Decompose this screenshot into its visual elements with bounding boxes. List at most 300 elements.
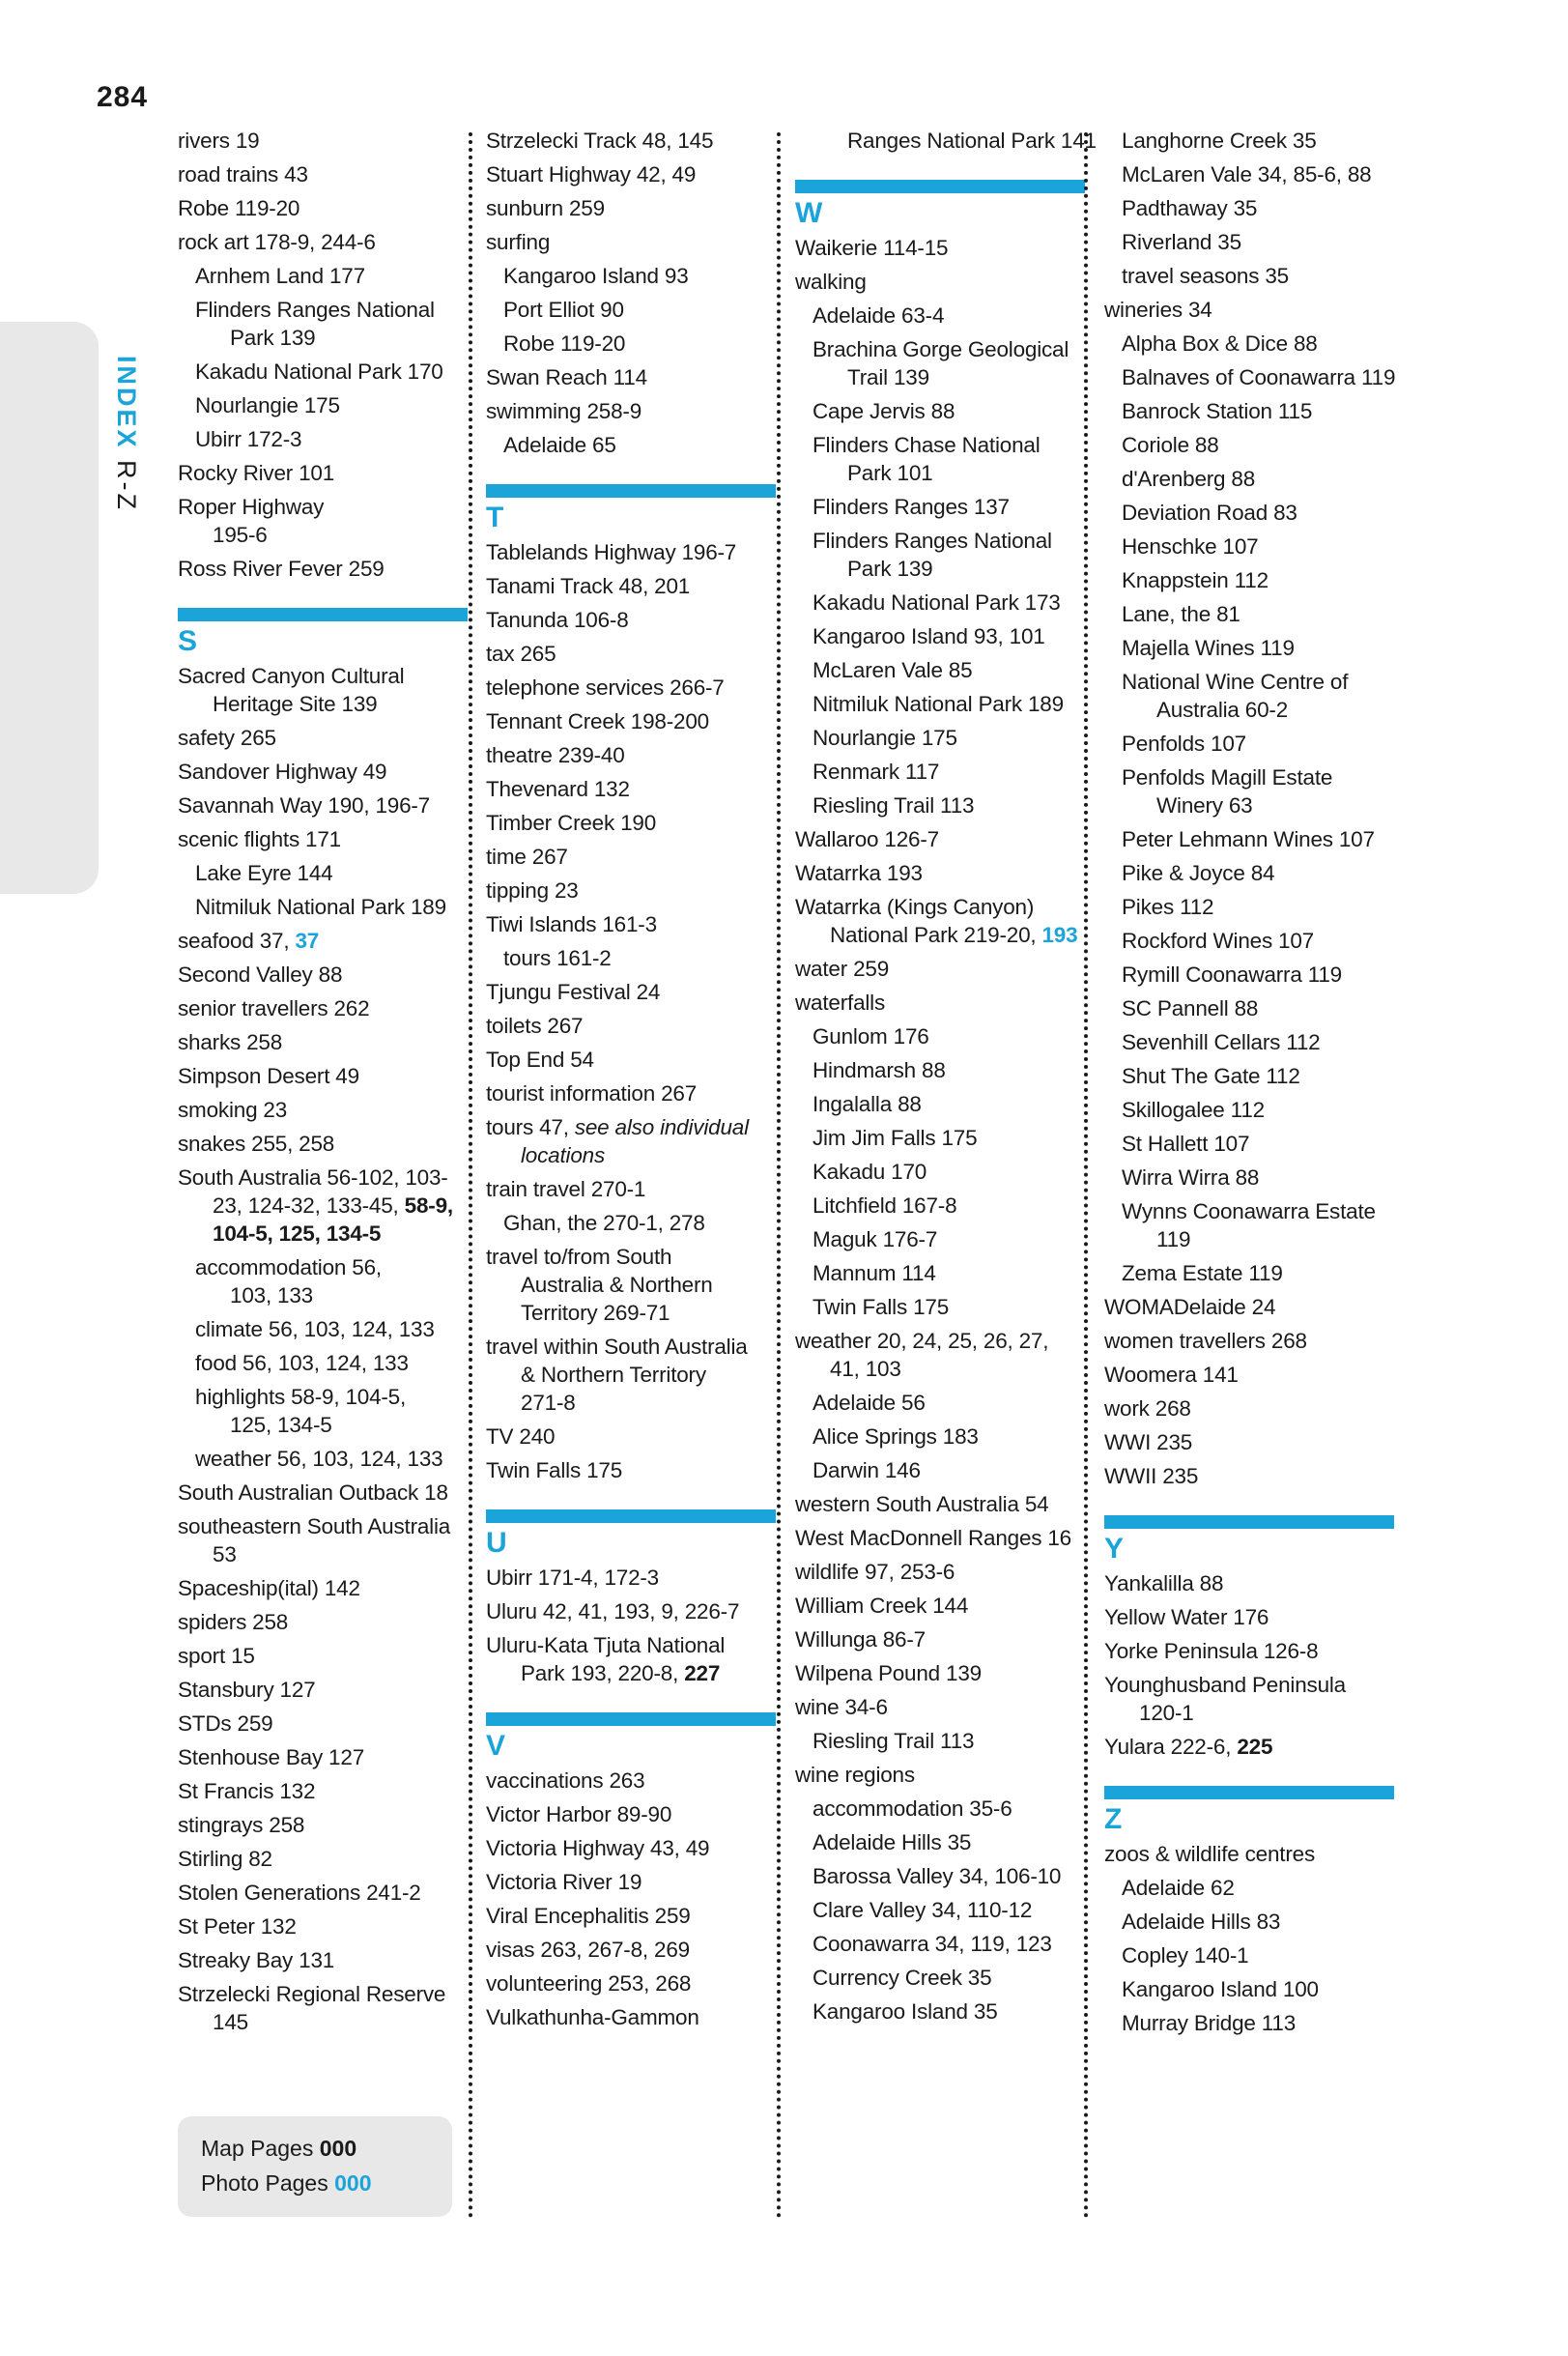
entry-text: weather 56, 103, 124, 133: [195, 1447, 443, 1471]
column-divider: [469, 132, 472, 2220]
map-page-ref: 104-5, 125, 134-5: [213, 1221, 382, 1246]
letter-heading-u: U: [486, 1509, 776, 1560]
index-entry: [178, 194, 468, 222]
letter-heading-s: S: [178, 608, 468, 658]
index-subentry: [795, 493, 1085, 521]
letter-heading-w: W: [795, 180, 1085, 230]
index-entry: [486, 2003, 776, 2031]
index-subentry: [795, 724, 1085, 752]
entry-text: Alpha Box & Dice 88: [1122, 331, 1318, 356]
entry-text: Victoria River 19: [486, 1870, 642, 1894]
index-entry: [486, 1800, 776, 1828]
index-subentry: [795, 589, 1085, 617]
index-entry: [1104, 1733, 1394, 1761]
index-subentry: [1104, 994, 1394, 1022]
index-subentry: [1104, 1130, 1394, 1158]
index-subentry: [1104, 499, 1394, 527]
entry-text: Gunlom 176: [813, 1024, 929, 1049]
index-subentry: [1104, 532, 1394, 560]
entry-text: snakes 255, 258: [178, 1132, 335, 1156]
entry-text: Willunga 86-7: [795, 1627, 926, 1652]
index-subentry: [1104, 961, 1394, 989]
entry-text: West MacDonnell Ranges 16: [795, 1526, 1071, 1550]
entry-text: National Wine Centre of: [1122, 670, 1349, 694]
entry-text: National Park 219-20,: [830, 923, 1042, 947]
entry-text: wineries 34: [1104, 298, 1212, 322]
entry-text: swimming 258-9: [486, 399, 642, 423]
map-page-ref: 225: [1237, 1735, 1273, 1759]
entry-text: SC Pannell 88: [1122, 996, 1259, 1020]
photo-page-ref: 37: [295, 929, 320, 953]
index-subentry: [1104, 893, 1394, 921]
legend-map-pages: [201, 2136, 356, 2162]
entry-text: Cape Jervis 88: [813, 399, 955, 423]
entry-text: WWI 235: [1104, 1430, 1193, 1454]
entry-text: Rocky River 101: [178, 461, 335, 485]
index-subentry: [1104, 431, 1394, 459]
index-entry: [178, 662, 468, 718]
index-entry: [486, 1422, 776, 1451]
index-subentry: [178, 391, 468, 419]
index-subentry: [795, 1389, 1085, 1417]
entry-text: 41, 103: [830, 1357, 901, 1381]
entry-text: Kakadu National Park 170: [195, 359, 443, 384]
entry-text: Twin Falls 175: [813, 1295, 950, 1319]
column-divider: [1084, 132, 1088, 2220]
index-subentry: [795, 1225, 1085, 1253]
index-entry: [795, 1659, 1085, 1687]
entry-text: Balnaves of Coonawarra 119: [1122, 365, 1396, 389]
index-entry: [1104, 1462, 1394, 1490]
index-subentry: [1104, 363, 1394, 391]
entry-text: Rymill Coonawarra 119: [1122, 963, 1342, 987]
index-subentry: [795, 397, 1085, 425]
entry-text: Yankalilla 88: [1104, 1571, 1224, 1595]
entry-text: Adelaide 65: [503, 433, 616, 457]
cross-reference: see also individual: [574, 1115, 749, 1139]
entry-text: Coriole 88: [1122, 433, 1219, 457]
index-entry: [1104, 1840, 1394, 1868]
index-entry: [178, 1710, 468, 1738]
index-entry: [486, 1902, 776, 1930]
entry-text: Ross River Fever 259: [178, 557, 385, 581]
index-subentry: [1104, 1028, 1394, 1056]
entry-text: St Peter 132: [178, 1914, 297, 1939]
index-entry: [1104, 1394, 1394, 1422]
index-entry: [486, 1767, 776, 1795]
index-subentry: [795, 1022, 1085, 1050]
entry-text: Kangaroo Island 93: [503, 264, 689, 288]
entry-text: McLaren Vale 34, 85-6, 88: [1122, 162, 1372, 187]
entry-text: Copley 140-1: [1122, 1943, 1249, 1968]
index-entry: [178, 493, 468, 549]
index-entry: [795, 268, 1085, 296]
index-subentry: [795, 1456, 1085, 1484]
entry-text: Coonawarra 34, 119, 123: [813, 1932, 1052, 1956]
entry-text: Tablelands Highway 196-7: [486, 540, 737, 564]
entry-text: Nourlangie 175: [195, 393, 340, 417]
entry-text: Lake Eyre 144: [195, 861, 333, 885]
index-entry: [795, 1524, 1085, 1552]
index-entry: [178, 160, 468, 188]
index-entry: [178, 228, 468, 256]
entry-text: Clare Valley 34, 110-12: [813, 1898, 1033, 1922]
entry-text: Timber Creek 190: [486, 811, 657, 835]
entry-text: Pikes 112: [1122, 895, 1214, 919]
index-subentry: [1104, 397, 1394, 425]
entry-text: Flinders Ranges 137: [813, 495, 1010, 519]
entry-text: Victoria Highway 43, 49: [486, 1836, 710, 1860]
index-subentry: [795, 1090, 1085, 1118]
index-subentry: [1104, 127, 1394, 155]
entry-text: Ingalalla 88: [813, 1092, 922, 1116]
entry-text: Heritage Site 139: [213, 692, 378, 716]
entry-text: 103, 133: [230, 1283, 313, 1307]
index-subentry: [178, 358, 468, 386]
index-entry: [1104, 296, 1394, 324]
index-entry: [178, 127, 468, 155]
entry-text: work 268: [1104, 1396, 1191, 1421]
index-subentry: [795, 1727, 1085, 1755]
index-subentry: [795, 758, 1085, 786]
index-subentry: [795, 1896, 1085, 1924]
index-entry: [486, 606, 776, 634]
index-subentry: [795, 1964, 1085, 1992]
index-entry: [178, 927, 468, 955]
index-subentry: [178, 296, 468, 352]
entry-text: rock art 178-9, 244-6: [178, 230, 376, 254]
entry-text: stingrays 258: [178, 1813, 305, 1837]
entry-text: d'Arenberg 88: [1122, 467, 1256, 491]
entry-text: Spaceship(ital) 142: [178, 1576, 360, 1600]
index-subentry: [1104, 566, 1394, 594]
entry-text: Woomera 141: [1104, 1363, 1239, 1387]
legend-map-label: Map Pages: [201, 2136, 320, 2161]
entry-text: Thevenard 132: [486, 777, 630, 801]
index-subentry: [795, 1158, 1085, 1186]
index-entry: [1104, 1327, 1394, 1355]
index-subentry: [178, 1383, 468, 1439]
entry-text: accommodation 35-6: [813, 1796, 1012, 1821]
entry-text: rivers 19: [178, 129, 260, 153]
index-entry: [795, 1490, 1085, 1518]
entry-text: STDs 259: [178, 1711, 273, 1736]
index-subentry: [486, 431, 776, 459]
index-entry: [1104, 1603, 1394, 1631]
letter-heading-v: V: [486, 1712, 776, 1763]
index-subentry: [1104, 859, 1394, 887]
entry-text: Litchfield 167-8: [813, 1193, 957, 1218]
index-subentry: [795, 1930, 1085, 1958]
index-subentry: [795, 1056, 1085, 1084]
entry-text: Strzelecki Regional Reserve: [178, 1982, 446, 2006]
entry-text: 125, 134-5: [230, 1413, 332, 1437]
legend-photo-pages: [201, 2170, 371, 2197]
index-entry: [178, 724, 468, 752]
index-entry: [1104, 1569, 1394, 1597]
index-entry: [178, 961, 468, 989]
legend-map-value: 000: [319, 2136, 357, 2161]
index-subentry: [1104, 160, 1394, 188]
index-entry: [486, 160, 776, 188]
index-entry: [795, 825, 1085, 853]
index-subentry: [178, 425, 468, 453]
entry-text: Tiwi Islands 161-3: [486, 912, 657, 936]
entry-text: vaccinations 263: [486, 1768, 645, 1793]
entry-text: travel seasons 35: [1122, 264, 1289, 288]
entry-text: Henschke 107: [1122, 534, 1259, 559]
entry-text: Victor Harbor 89-90: [486, 1802, 672, 1826]
entry-text: Yellow Water 176: [1104, 1605, 1269, 1629]
index-entry: [486, 707, 776, 735]
entry-text: Nitmiluk National Park 189: [813, 692, 1064, 716]
entry-text: William Creek 144: [795, 1594, 969, 1618]
entry-text: Adelaide Hills 83: [1122, 1910, 1281, 1934]
entry-text: Darwin 146: [813, 1458, 921, 1482]
index-subentry: [795, 1124, 1085, 1152]
index-subentry: [1104, 927, 1394, 955]
entry-text: Adelaide Hills 35: [813, 1830, 972, 1854]
entry-text: Hindmarsh 88: [813, 1058, 946, 1082]
index-entry: [486, 910, 776, 938]
entry-text: Uluru-Kata Tjuta National: [486, 1633, 726, 1657]
entry-text: Shut The Gate 112: [1122, 1064, 1300, 1088]
entry-text: Ubirr 171-4, 172-3: [486, 1566, 659, 1590]
index-entry: [486, 228, 776, 256]
index-subentry: [795, 1862, 1085, 1890]
entry-text: food 56, 103, 124, 133: [195, 1351, 409, 1375]
index-entry: [178, 1811, 468, 1839]
entry-text: Rockford Wines 107: [1122, 929, 1314, 953]
index-subentry: [795, 1293, 1085, 1321]
entry-text: Padthaway 35: [1122, 196, 1258, 220]
index-entry: [486, 1012, 776, 1040]
entry-text: seafood 37,: [178, 929, 296, 953]
entry-text: theatre 239-40: [486, 743, 625, 767]
index-subentry: [1104, 1062, 1394, 1090]
entry-text: wine regions: [795, 1763, 915, 1787]
entry-text: Flinders Ranges National: [813, 529, 1052, 553]
index-entry: [486, 809, 776, 837]
index-entry: [486, 1113, 776, 1169]
entry-text: Vulkathunha-Gammon: [486, 2005, 699, 2029]
entry-text: wine 34-6: [795, 1695, 888, 1719]
entry-text: Mannum 114: [813, 1261, 936, 1285]
entry-text: Stansbury 127: [178, 1678, 316, 1702]
index-entry: [486, 397, 776, 425]
index-subentry: [795, 1259, 1085, 1287]
entry-text: Renmark 117: [813, 760, 940, 784]
entry-text: Savannah Way 190, 196-7: [178, 793, 430, 818]
entry-text: Park 139: [230, 326, 316, 350]
entry-text: WWII 235: [1104, 1464, 1199, 1488]
entry-text: Wirra Wirra 88: [1122, 1165, 1260, 1190]
entry-text: Ghan, the 270-1, 278: [503, 1211, 705, 1235]
index-subentry: [1104, 1941, 1394, 1969]
entry-text: southeastern South Australia: [178, 1514, 451, 1538]
entry-text: Port Elliot 90: [503, 298, 624, 322]
entry-text: Australia 60-2: [1156, 698, 1289, 722]
index-entry: [486, 1333, 776, 1417]
entry-text: travel within South Australia: [486, 1335, 748, 1359]
entry-text: Flinders Ranges National: [195, 298, 435, 322]
entry-text: 271-8: [521, 1391, 576, 1415]
index-entry: [486, 363, 776, 391]
index-subentry: [178, 1315, 468, 1343]
index-entry: [178, 1062, 468, 1090]
index-entry: [795, 893, 1085, 949]
entry-text: Riverland 35: [1122, 230, 1241, 254]
entry-text: Peter Lehmann Wines 107: [1122, 827, 1375, 851]
index-subentry: [1104, 228, 1394, 256]
index-subentry: [1104, 825, 1394, 853]
index-column-3: [795, 127, 1097, 2031]
entry-text: Younghusband Peninsula: [1104, 1673, 1346, 1697]
entry-text: tours 47,: [486, 1115, 575, 1139]
entry-text: tax 265: [486, 642, 556, 666]
entry-text: visas 263, 267-8, 269: [486, 1938, 690, 1962]
entry-text: Park 101: [847, 461, 933, 485]
entry-text: Uluru 42, 41, 193, 9, 226-7: [486, 1599, 740, 1623]
index-subentry: [1104, 465, 1394, 493]
entry-text: Alice Springs 183: [813, 1424, 979, 1449]
index-subentry: [1104, 1096, 1394, 1124]
entry-text: Langhorne Creek 35: [1122, 129, 1317, 153]
index-subentry: [178, 1445, 468, 1473]
section-tab-range: R-Z: [112, 449, 141, 513]
entry-text: Australia & Northern: [521, 1273, 713, 1297]
entry-text: sport 15: [178, 1644, 255, 1668]
index-entry: [178, 1028, 468, 1056]
page-number: 284: [97, 81, 149, 113]
index-subentry: [1104, 1197, 1394, 1253]
index-entry: [486, 572, 776, 600]
index-column-4: [1104, 127, 1394, 2043]
entry-text: tourist information 267: [486, 1081, 698, 1106]
entry-text: Lane, the 81: [1122, 602, 1240, 626]
index-entry: [795, 1625, 1085, 1653]
entry-text: 145: [213, 2010, 248, 2034]
index-subentry: [178, 262, 468, 290]
index-entry: [178, 1574, 468, 1602]
entry-text: Streaky Bay 131: [178, 1948, 335, 1972]
index-subentry: [1104, 330, 1394, 358]
entry-text: TV 240: [486, 1424, 556, 1449]
index-subentry: [795, 127, 1097, 155]
section-tab-label: [111, 356, 141, 512]
index-entry: [795, 859, 1085, 887]
entry-text: Roper Highway: [178, 495, 325, 519]
entry-text: St Francis 132: [178, 1779, 316, 1803]
entry-text: 195-6: [213, 523, 268, 547]
entry-text: Skillogalee 112: [1122, 1098, 1265, 1122]
index-subentry: [1104, 1164, 1394, 1192]
entry-text: St Hallett 107: [1122, 1132, 1250, 1156]
entry-text: Nourlangie 175: [813, 726, 957, 750]
entry-text: Kangaroo Island 35: [813, 1999, 998, 2024]
index-entry: [178, 758, 468, 786]
index-entry: [1104, 1671, 1394, 1727]
index-subentry: [795, 302, 1085, 330]
entry-text: Wilpena Pound 139: [795, 1661, 982, 1685]
entry-text: Tanami Track 48, 201: [486, 574, 691, 598]
entry-text: Robe 119-20: [503, 331, 626, 356]
entry-text: 120-1: [1139, 1701, 1194, 1725]
entry-text: Knappstein 112: [1122, 568, 1269, 592]
entry-text: Stirling 82: [178, 1847, 272, 1871]
index-entry: [178, 1130, 468, 1158]
entry-text: Stenhouse Bay 127: [178, 1745, 365, 1769]
entry-text: Penfolds Magill Estate: [1122, 765, 1333, 790]
index-entry: [486, 1456, 776, 1484]
entry-text: & Northern Territory: [521, 1363, 706, 1387]
entry-text: Waikerie 114-15: [795, 236, 949, 260]
index-entry: [795, 1327, 1085, 1383]
index-entry: [178, 555, 468, 583]
index-subentry: [178, 893, 468, 921]
map-page-ref: 58-9,: [404, 1193, 453, 1218]
index-entry: [486, 674, 776, 702]
index-entry: [486, 1564, 776, 1592]
index-entry: [486, 1175, 776, 1203]
entry-text: Majella Wines 119: [1122, 636, 1295, 660]
entry-text: Top End 54: [486, 1048, 594, 1072]
index-entry: [486, 775, 776, 803]
entry-text: Nitmiluk National Park 189: [195, 895, 446, 919]
index-entry: [178, 1777, 468, 1805]
index-entry: [486, 1046, 776, 1074]
index-subentry: [795, 1997, 1085, 2026]
index-entry: [178, 1676, 468, 1704]
legend-photo-label: Photo Pages: [201, 2170, 335, 2196]
index-entry: [178, 1512, 468, 1568]
index-entry: [178, 1946, 468, 1974]
entry-text: water 259: [795, 957, 890, 981]
entry-text: Riesling Trail 113: [813, 793, 975, 818]
page-legend-box: [178, 2116, 452, 2217]
entry-text: Ubirr 172-3: [195, 427, 302, 451]
entry-text: Sandover Highway 49: [178, 760, 387, 784]
index-entry: [178, 1980, 468, 2036]
index-subentry: [1104, 1908, 1394, 1936]
index-subentry: [1104, 2009, 1394, 2037]
entry-text: Murray Bridge 113: [1122, 2011, 1297, 2035]
legend-photo-value: 000: [334, 2170, 372, 2196]
entry-text: Park 193, 220-8,: [521, 1661, 685, 1685]
index-entry: [178, 1879, 468, 1907]
index-entry: [486, 1969, 776, 1997]
entry-text: senior travellers 262: [178, 996, 370, 1020]
entry-text: Territory 269-71: [521, 1301, 670, 1325]
entry-text: highlights 58-9, 104-5,: [195, 1385, 407, 1409]
index-entry: [486, 127, 776, 155]
entry-text: Adelaide 62: [1122, 1876, 1235, 1900]
index-subentry: [486, 296, 776, 324]
entry-text: Stolen Generations 241-2: [178, 1881, 421, 1905]
entry-text: Watarrka (Kings Canyon): [795, 895, 1035, 919]
index-entry: [795, 955, 1085, 983]
index-subentry: [795, 1422, 1085, 1451]
index-entry: [795, 1761, 1085, 1789]
entry-text: Kakadu 170: [813, 1160, 927, 1184]
entry-text: Kakadu National Park 173: [813, 590, 1061, 615]
entry-text: Pike & Joyce 84: [1122, 861, 1275, 885]
entry-text: Park 139: [847, 557, 933, 581]
entry-text: Trail 139: [847, 365, 929, 389]
cross-reference: locations: [521, 1143, 606, 1167]
index-entry: [1104, 1293, 1394, 1321]
entry-text: travel to/from South: [486, 1245, 672, 1269]
